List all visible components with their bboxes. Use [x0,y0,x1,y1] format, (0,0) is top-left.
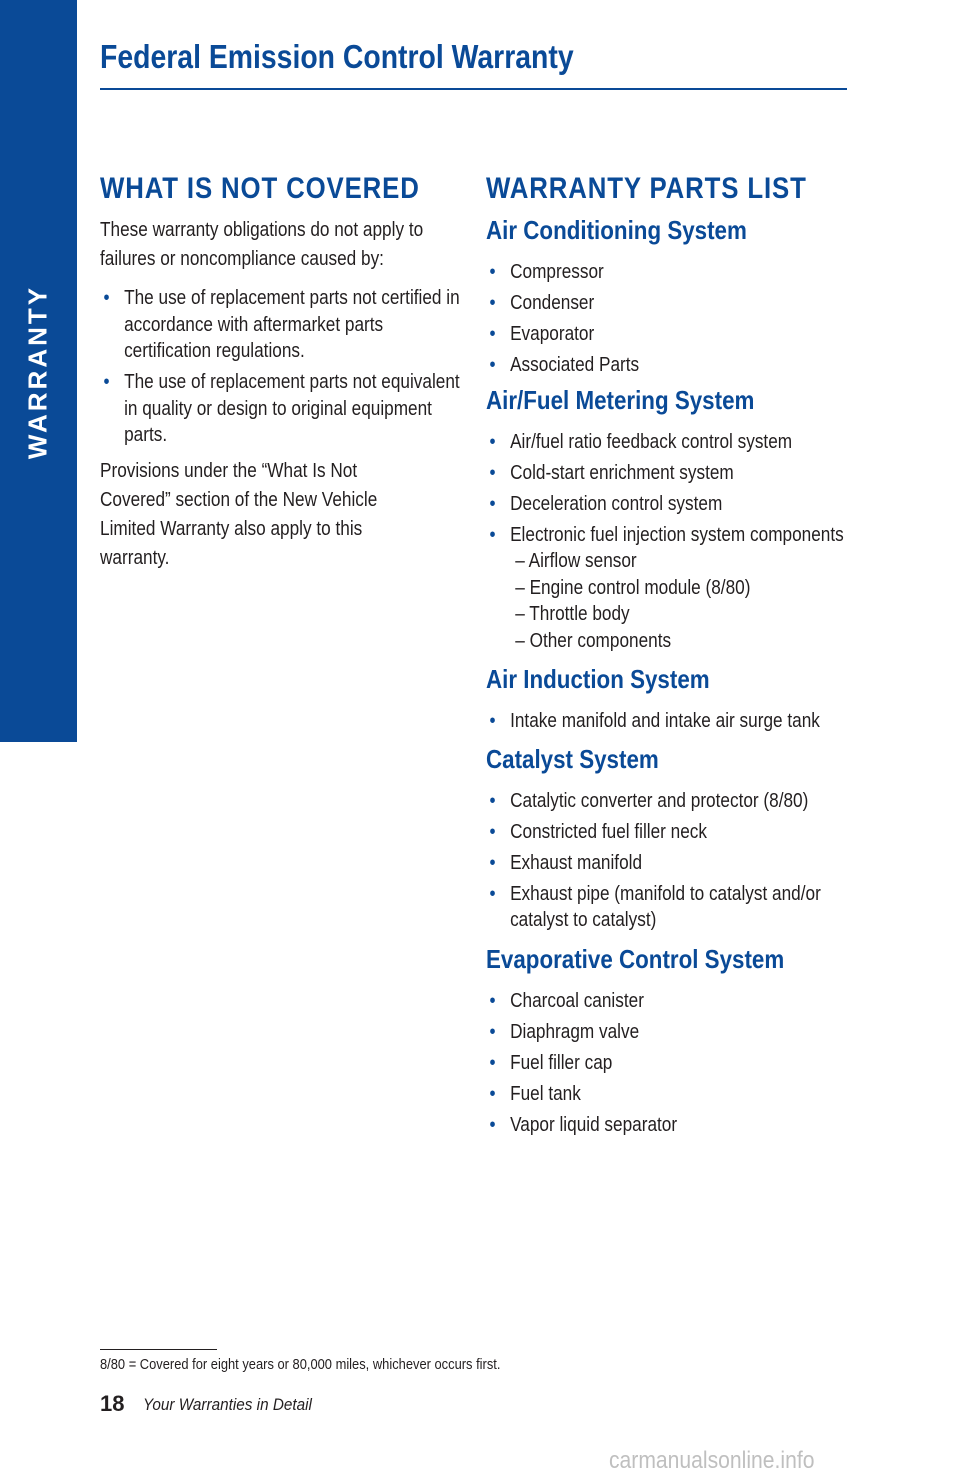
list-item: • Electronic fuel injection system components [486,522,864,549]
evaporative-list [486,988,864,1139]
watermark: carmanualsonline.info [609,1447,815,1474]
sub-list-item: – Airflow sensor [515,550,637,572]
list-item: • Charcoal canister [486,988,864,1015]
sub-list-item: – Engine control module (8/80) [515,576,751,599]
list-item: • Condenser [486,290,864,317]
list-item: • The use of replacement parts not certified in accordance with aftermarket parts certification regulations. [100,285,466,365]
title-divider [100,88,847,90]
section-air-fuel-metering-title: Air/Fuel Metering System [486,384,755,415]
provisions-text: Provisions under the “What Is Not Covered” section of the New Vehicle Limited Warranty also apply to this warranty. [100,459,378,569]
list-item: • The use of replacement parts not equivalent in quality or design to original equipment parts. [100,369,466,449]
list-item: • Vapor liquid separator [486,1112,864,1139]
footnote: 8/80 = Covered for eight years or 80,000 miles, whichever occurs first. [100,1356,501,1373]
catalyst-list [486,788,821,934]
footnote-divider [100,1349,217,1350]
list-item: • Intake manifold and intake air surge tank [486,708,821,735]
air-fuel-metering-list [486,429,864,549]
list-item: • Exhaust manifold [486,850,821,877]
list-item: • Fuel filler cap [486,1050,864,1077]
list-item: • Compressor [486,259,864,286]
section-evaporative-title: Evaporative Control System [486,943,785,974]
list-item: • Cold-start enrichment system [486,460,864,487]
list-item: • Evaporator [486,321,864,348]
not-covered-intro: These warranty obligations do not apply to failures or noncompliance caused by: [100,219,424,270]
page-number: 18 [100,1391,125,1416]
section-air-conditioning-title: Air Conditioning System [486,215,747,245]
section-catalyst-title: Catalyst System [486,743,659,774]
air-conditioning-list [486,259,864,379]
not-covered-list [100,285,466,449]
list-item: • Associated Parts [486,352,864,379]
side-tab [0,0,77,742]
parts-list-heading: WARRANTY PARTS LIST [486,172,807,205]
list-item: • Air/fuel ratio feedback control system [486,429,864,456]
not-covered-column [100,172,465,573]
list-item: • Exhaust pipe (manifold to catalyst and/or catalyst to catalyst) [486,881,821,934]
list-item: • Diaphragm valve [486,1019,864,1046]
side-tab-label: WARRANTY [22,284,53,460]
list-item: • Constricted fuel filler neck [486,819,821,846]
section-air-induction-title: Air Induction System [486,664,710,694]
page-title: Federal Emission Control Warranty [100,38,574,75]
running-title: Your Warranties in Detail [143,1395,312,1414]
sub-list-item: – Throttle body [515,603,630,625]
list-item: • Fuel tank [486,1081,864,1108]
list-item: • Catalytic converter and protector (8/80) [486,788,821,815]
sub-list-item: – Other components [515,629,672,652]
not-covered-heading: WHAT IS NOT COVERED [100,172,420,205]
parts-list-column [486,172,866,1143]
efi-components-sublist [486,548,864,654]
air-induction-list [486,708,821,735]
list-item: • Deceleration control system [486,491,864,518]
